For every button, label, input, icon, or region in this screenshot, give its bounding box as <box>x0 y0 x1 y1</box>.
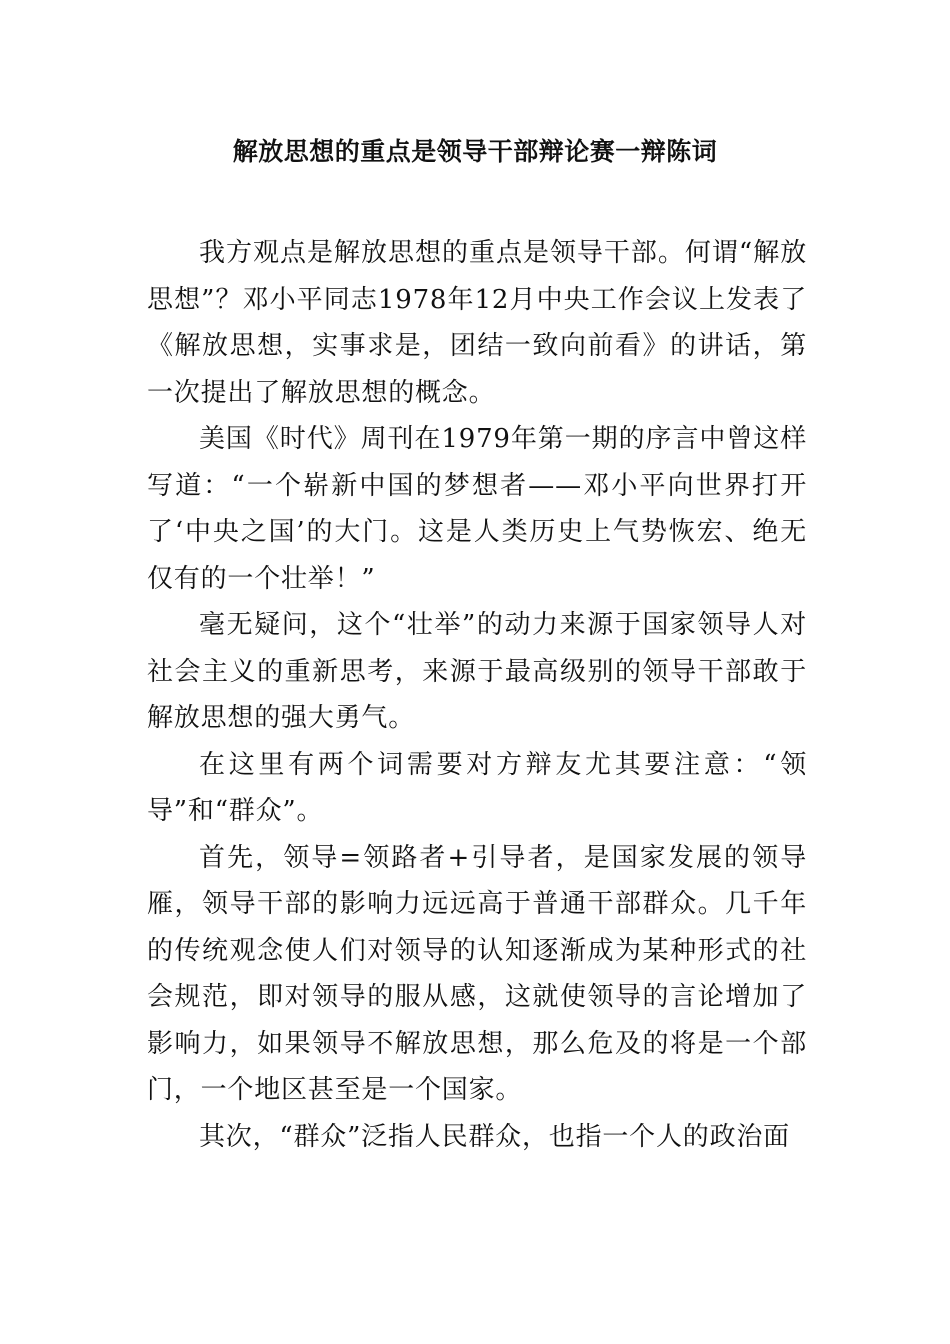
paragraph: 我方观点是解放思想的重点是领导干部。何谓“解放思想”？邓小平同志1978年12月中央工作会议上发表了《解放思想，实事求是，团结一致向前看》的讲话，第一次提出了解放思想的概念。 <box>147 238 807 408</box>
paragraph: 其次，“群众”泛指人民群众，也指一个人的政治面 <box>199 1121 790 1152</box>
document-title: 解放思想的重点是领导干部辩论赛一辩陈词 <box>232 137 718 166</box>
paragraph: 在这里有两个词需要对方辩友尤其要注意：“领导”和“群众”。 <box>147 749 807 826</box>
paragraph: 美国《时代》周刊在1979年第一期的序言中曾这样写道：“一个崭新中国的梦想者——邓小平向世界打开了‘中央之国’的大门。这是人类历史上气势恢宏、绝无仅有的一个壮举！” <box>147 424 807 594</box>
document-body <box>147 230 807 1160</box>
paragraph: 毫无疑问，这个“壮举”的动力来源于国家领导人对社会主义的重新思考，来源于最高级别的领导干部敢于解放思想的强大勇气。 <box>147 610 807 733</box>
paragraph: 首先，领导=领路者+引导者，是国家发展的领导雁，领导干部的影响力远远高于普通干部群众。几千年的传统观念使人们对领导的认知逐渐成为某种形式的社会规范，即对领导的服从感，这就使领导的言论增加了影响力，如果领导不解放思想，那么危及的将是一个部门，一个地区甚至是一个国家。 <box>147 842 807 1105</box>
